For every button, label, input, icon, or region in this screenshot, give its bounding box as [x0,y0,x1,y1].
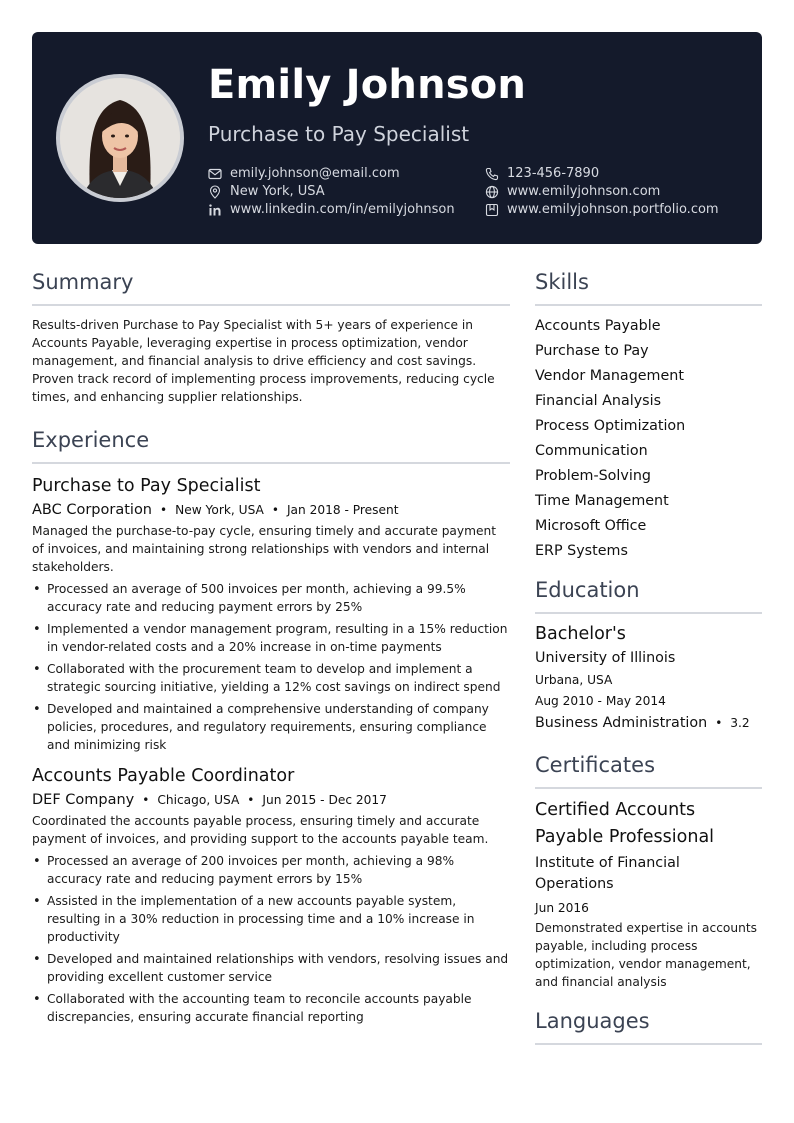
job-location: Chicago, USA [157,793,240,807]
education-field-row [535,715,762,731]
education-gpa: 3.2 [730,716,750,730]
contact-email[interactable] [208,166,485,181]
portfolio-icon [485,203,499,217]
certificate-description: Demonstrated expertise in accounts payable, including process optimization, vendor management, and financial analysis [535,921,757,989]
contact-website[interactable] [485,184,748,199]
contact-phone[interactable] [485,166,748,181]
job-description: Coordinated the accounts payable process, ensuring timely and accurate payment of invoices, and providing support to the accounts payable team. [32,814,489,846]
list-item: • Processed an average of 500 invoices per month, achieving a 99.5% accuracy rate and reducing payment errors by 25% [32,580,510,616]
resume-header [32,32,762,244]
job-company: ABC Corporation [32,502,153,518]
location-pin-icon [208,185,222,199]
separator-dot: • [142,793,150,807]
profile-photo [56,74,184,202]
certificates-section [535,753,762,991]
skill-item: Time Management [535,493,669,509]
skill-item: Accounts Payable [535,318,661,334]
list-item: • Developed and maintained a comprehensive understanding of company policies, procedures, and regulatory requirements, ensuring compliance and minimizing risk [32,700,510,754]
skills-list [535,314,762,564]
job-title: Accounts Payable Coordinator [32,766,295,786]
candidate-name: Emily Johnson [208,62,527,108]
education-school: University of Illinois [535,650,676,666]
section-divider [535,612,762,614]
sidebar-column [535,270,762,1045]
summary-section [32,270,510,406]
list-item: • Collaborated with the procurement team to develop and implement a strategic sourcing initiative, yielding a 12% cost savings on indirect spend [32,660,510,696]
job-dates: Jan 2018 - Present [286,503,399,517]
main-column [32,270,510,1030]
job-entry [32,476,510,754]
skill-item: Vendor Management [535,368,684,384]
certificate-date: Jun 2016 [535,901,589,915]
section-divider [32,304,510,306]
job-company: DEF Company [32,792,135,808]
section-divider [535,304,762,306]
languages-heading: Languages [535,1009,650,1033]
skill-item: Financial Analysis [535,393,662,409]
list-item: • Collaborated with the accounting team to reconcile accounts payable discrepancies, ensuring accurate financial reporting [32,990,510,1026]
summary-text: Results-driven Purchase to Pay Specialist with 5+ years of experience in Accounts Payable, leveraging expertise in process optimization, vendor management, and financial analysis to drive efficiency and cost savings. Proven track record of implementing process improvements, reducing cycle times, and enhancing supplier relationships. [32,318,495,404]
section-divider [535,1043,762,1045]
skill-item: Microsoft Office [535,518,647,534]
education-heading: Education [535,578,640,602]
list-item: • Assisted in the implementation of a new accounts payable system, resulting in a 30% reduction in processing time and a 10% increase in productivity [32,892,510,946]
candidate-title: Purchase to Pay Specialist [208,122,470,146]
section-divider [32,462,510,464]
contact-linkedin[interactable] [208,202,485,217]
skills-heading: Skills [535,270,589,294]
contact-portfolio-text: www.emilyjohnson.portfolio.com [507,202,719,217]
education-field: Business Administration [535,715,708,731]
linkedin-icon [208,203,222,217]
certificate-issuer: Institute of Financial Operations [535,855,680,892]
experience-heading: Experience [32,428,150,452]
skill-item: Problem-Solving [535,468,651,484]
list-item: • Developed and maintained relationships with vendors, resolving issues and providing excellent customer service [32,950,510,986]
job-entry [32,766,510,1026]
job-meta [32,502,510,518]
job-description: Managed the purchase-to-pay cycle, ensuring timely and accurate payment of invoices, and maintaining strong relationships with vendors and internal stakeholders. [32,524,496,574]
separator-dot: • [160,503,168,517]
skill-item: Purchase to Pay [535,343,649,359]
contact-website-text: www.emilyjohnson.com [507,184,661,199]
list-item: • Implemented a vendor management program, resulting in a 15% reduction in vendor-related costs and a 20% increase in on-time payments [32,620,510,656]
globe-icon [485,185,499,199]
education-section [535,578,762,731]
education-degree: Bachelor's [535,624,626,644]
separator-dot: • [271,503,279,517]
contact-portfolio[interactable] [485,202,748,217]
job-achievements [32,852,510,1026]
job-location: New York, USA [175,503,264,517]
contact-location-text: New York, USA [230,184,325,199]
skill-item: Process Optimization [535,418,686,434]
mail-icon [208,167,222,181]
phone-icon [485,167,499,181]
education-location: Urbana, USA [535,673,613,687]
education-dates: Aug 2010 - May 2014 [535,694,666,708]
languages-section [535,1009,762,1045]
separator-dot: • [715,716,723,730]
contact-list [208,166,748,217]
job-title: Purchase to Pay Specialist [32,476,261,496]
contact-phone-text: 123-456-7890 [507,166,600,181]
contact-location [208,184,485,199]
job-dates: Jun 2015 - Dec 2017 [262,793,387,807]
certificate-name: Certified Accounts Payable Professional [535,800,715,847]
job-achievements [32,580,510,754]
skill-item: ERP Systems [535,543,628,559]
portrait-image [60,78,180,198]
list-item: • Processed an average of 200 invoices per month, achieving a 98% accuracy rate and reducing payment errors by 15% [32,852,510,888]
job-meta [32,792,510,808]
contact-linkedin-text: www.linkedin.com/in/emilyjohnson [230,202,455,217]
separator-dot: • [247,793,255,807]
contact-email-text: emily.johnson@email.com [230,166,400,181]
skill-item: Communication [535,443,648,459]
summary-heading: Summary [32,270,134,294]
certificates-heading: Certificates [535,753,656,777]
skills-section [535,270,762,564]
experience-section [32,428,510,1026]
section-divider [535,787,762,789]
